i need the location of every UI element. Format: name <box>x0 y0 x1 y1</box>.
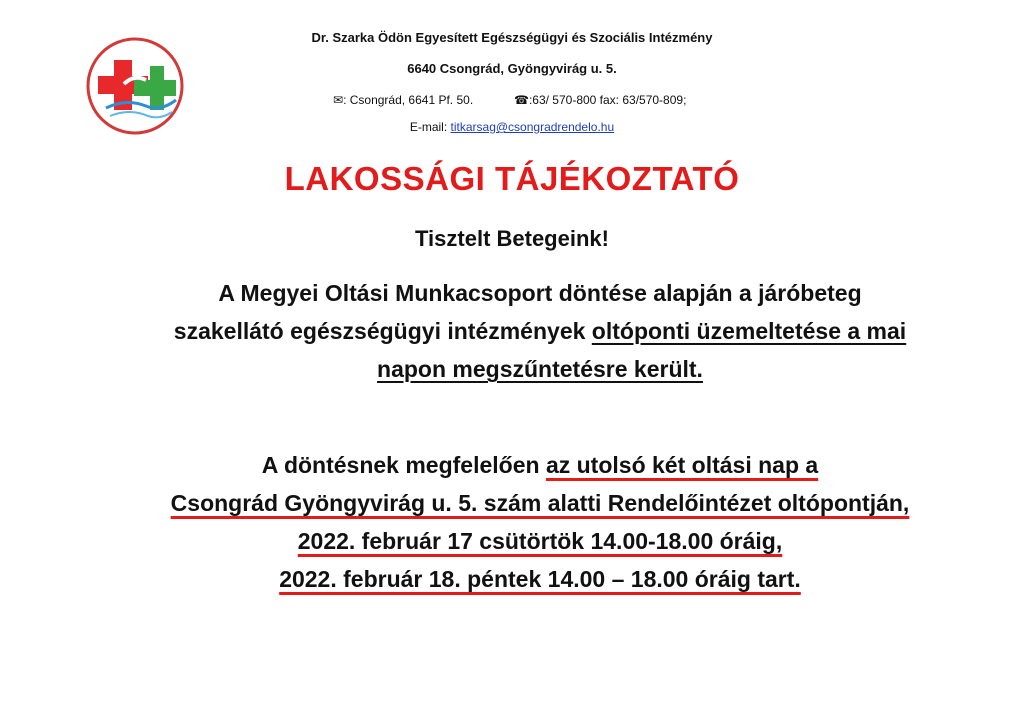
email-link[interactable]: titkarsag@csongradrendelo.hu <box>450 120 615 134</box>
para2-line4 <box>80 560 1000 598</box>
postal-address <box>333 93 473 107</box>
vaccination-location: Csongrád Gyöngyvirág u. 5. szám alatti Rendelőintézet oltópontján, <box>170 490 910 516</box>
para1-line3-underlined: napon megszűntetésre került. <box>377 356 703 382</box>
para2-line1-text: A döntésnek megfelelően <box>261 452 546 478</box>
org-name: Dr. Szarka Ödön Egyesített Egészségügyi és Szociális Intézmény <box>311 30 713 45</box>
para2-line2 <box>80 484 1000 522</box>
vaccination-date-2: 2022. február 18. péntek 14.00 – 18.00 óráig tart. <box>279 566 801 592</box>
para2-line1 <box>80 446 1000 484</box>
para2-line1-underlined: az utolsó két oltási nap a <box>545 452 819 478</box>
schedule-paragraph <box>80 446 1000 598</box>
phone-fax <box>514 93 686 107</box>
page-title: LAKOSSÁGI TÁJÉKOZTATÓ <box>284 160 740 197</box>
envelope-icon: ✉ <box>333 93 344 107</box>
para1-line3 <box>80 350 1000 388</box>
announcement-paragraph <box>80 274 1000 388</box>
email-label: E-mail: <box>409 120 451 134</box>
email-line <box>0 120 1024 134</box>
vaccination-date-1: 2022. február 17 csütörtök 14.00-18.00 óráig, <box>297 528 783 554</box>
para1-line1: A Megyei Oltási Munkacsoport döntése alapján a járóbeteg <box>218 280 862 306</box>
para1-line2 <box>80 312 1000 350</box>
phone-text: :63/ 570-800 fax: 63/570-809; <box>528 93 687 107</box>
para1-line2-underlined: oltóponti üzemeltetése a mai <box>591 318 907 344</box>
org-address: 6640 Csongrád, Gyöngyvirág u. 5. <box>407 61 617 76</box>
greeting: Tisztelt Betegeink! <box>415 226 609 251</box>
para2-line3 <box>80 522 1000 560</box>
para1-line2-text: szakellátó egészségügyi intézmények <box>173 318 592 344</box>
phone-icon: ☎ <box>514 93 529 107</box>
postal-text: : Csongrád, 6641 Pf. 50. <box>343 93 474 107</box>
